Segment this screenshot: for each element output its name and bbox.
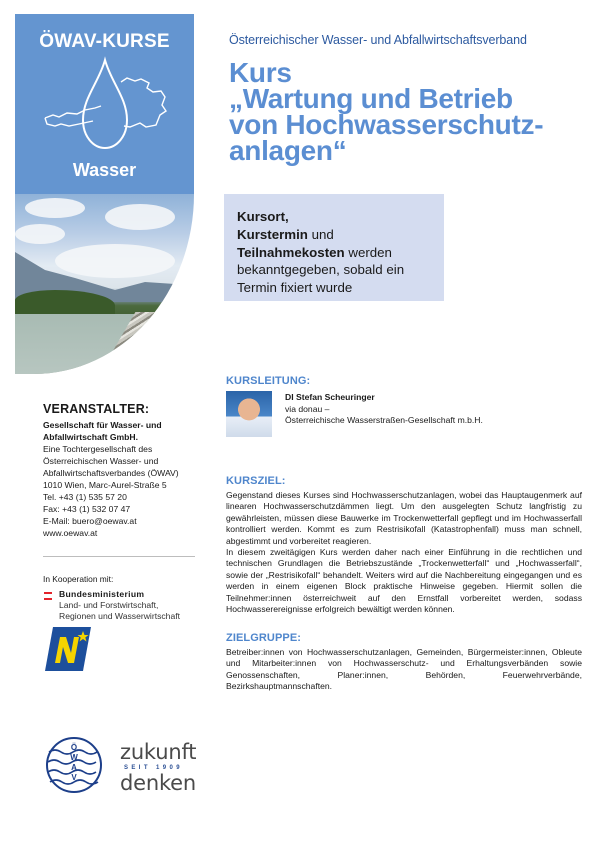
section-heading-gruppe: ZIELGRUPPE: [226,632,302,644]
info-date: Kurstermin [237,226,308,242]
course-title-line: von Hochwasserschutz- [229,109,544,140]
svg-text:Ö: Ö [70,743,78,752]
lower-austria-logo-icon [45,627,91,671]
course-title-line: Kurs [229,57,292,88]
zukunft-denken-logo [120,742,196,794]
ministry-logo [59,589,180,622]
info-text-part: und [307,226,334,242]
fax: Fax: +43 (1) 532 07 47 [43,504,131,514]
instructor-affiliation: via donau – [285,403,330,414]
info-location: Kursort, [237,209,289,224]
svg-text:W: W [70,753,78,762]
ministry-line: Land- und Forstwirtschaft, [59,600,159,610]
organizer-contact [43,419,179,539]
course-title-line: anlagen“ [229,135,347,166]
brand-title: ÖWAV-KURSE [39,31,170,52]
instructor-name: DI Stefan Scheuringer [285,392,375,402]
brand-category: Wasser [72,160,137,180]
website-link[interactable]: www.oewav.at [43,528,98,538]
info-text [237,208,404,297]
oewav-seal-icon [45,736,103,794]
target-group-paragraph: Betreiber:innen von Hochwasserschutzanlagen, Gemeinden, Bürgermeister:innen, Obleute und Mitarbeiter:innen von Hochwasserschutz- und Erhaltungsverbänden sowie Genossenschaften, Planer:innen, Behörden, Feuerwehrverbände, Bezirkshauptmannschaften. [226,647,582,692]
course-goal-paragraph: In diesem zweitägigen Kurs werden daher nach einer Einführung in die rechtlichen und technischen Grundlagen die Betriebszustände „Trockenwetterfall“ und „Hochwasserfall“, sowie der „Restrisikofall“ behandelt. Weiters wird auf die Nachbereitung eingegangen und es werden in einem eigenen Block praktische Hinweise gegeben. Hiermit sollen die Teilnehmer:innen österreichweit auf den Ernstfall vorbereitet werden, sodass Hochwasserereignisse erfolgreich bewältigt werden können. [226,547,582,615]
svg-text:A: A [71,763,77,772]
course-title [229,57,544,166]
contact-line: Österreichischen Wasser- und [43,456,159,466]
organizer-name: Abfallwirtschaft GmbH. [43,432,139,442]
logo-word: zukunft [120,740,197,764]
logo-since: SEIT 1909 [124,765,183,771]
address: 1010 Wien, Marc-Aurel-Straße 5 [43,480,167,490]
river-landscape-photo [15,194,194,374]
contact-line: Abfallwirtschaftsverbandes (ÖWAV) [43,468,179,478]
organizer-heading: VERANSTALTER: [43,402,150,416]
course-goal-paragraph: Gegenstand dieses Kurses sind Hochwasserschutzanlagen, wobei das Hauptaugenmerk auf linearen Hochwasserschutzdämmen liegt. Um den ausgelegten Schutz langfristig zu gewährleisten, müssen diese Bauwerke im Trockenwetterfall gepflegt und im Hochwasserfall kontrolliert werden. Kommt es zum Restrisikofall (Katastrophenfall) muss man schnell, abgestimmt und vorbereitet reagieren. [226,490,582,546]
organization-name: Österreichischer Wasser- und Abfallwirtschaftsverband [229,33,527,47]
ministry-title: Bundesministerium [59,589,145,599]
instructor-affiliation: Österreichische Wasserstraßen-Gesellschaft m.b.H. [285,415,483,425]
info-text-part: bekanntgegeben, sobald ein [237,262,405,278]
info-text-part: Termin fixiert wurde [237,280,353,296]
organizer-name: Gesellschaft für Wasser- und [43,420,162,430]
ministry-line: Regionen und Wasserwirtschaft [59,611,181,621]
divider [43,556,195,557]
svg-text:V: V [71,773,77,782]
instructor-info [285,392,483,427]
contact-line: Eine Tochtergesellschaft des [43,444,153,454]
section-heading-ziel: KURSZIEL: [226,475,286,487]
phone: Tel. +43 (1) 535 57 20 [43,492,127,502]
info-text-part: werden [344,244,392,260]
section-heading-leitung: KURSLEITUNG: [226,375,311,387]
info-fees: Teilnahmekosten [237,244,345,260]
logo-word: denken [120,771,197,795]
water-drop-austria-icon [35,56,175,156]
email-link[interactable]: E-Mail: buero@oewav.at [43,516,137,526]
course-brand-box [15,14,194,194]
info-box [224,194,444,301]
instructor-portrait [226,391,272,437]
austria-flag-icon [44,592,52,599]
cooperation-label: In Kooperation mit: [43,574,114,584]
course-title-line: „Wartung und Betrieb [229,83,513,114]
